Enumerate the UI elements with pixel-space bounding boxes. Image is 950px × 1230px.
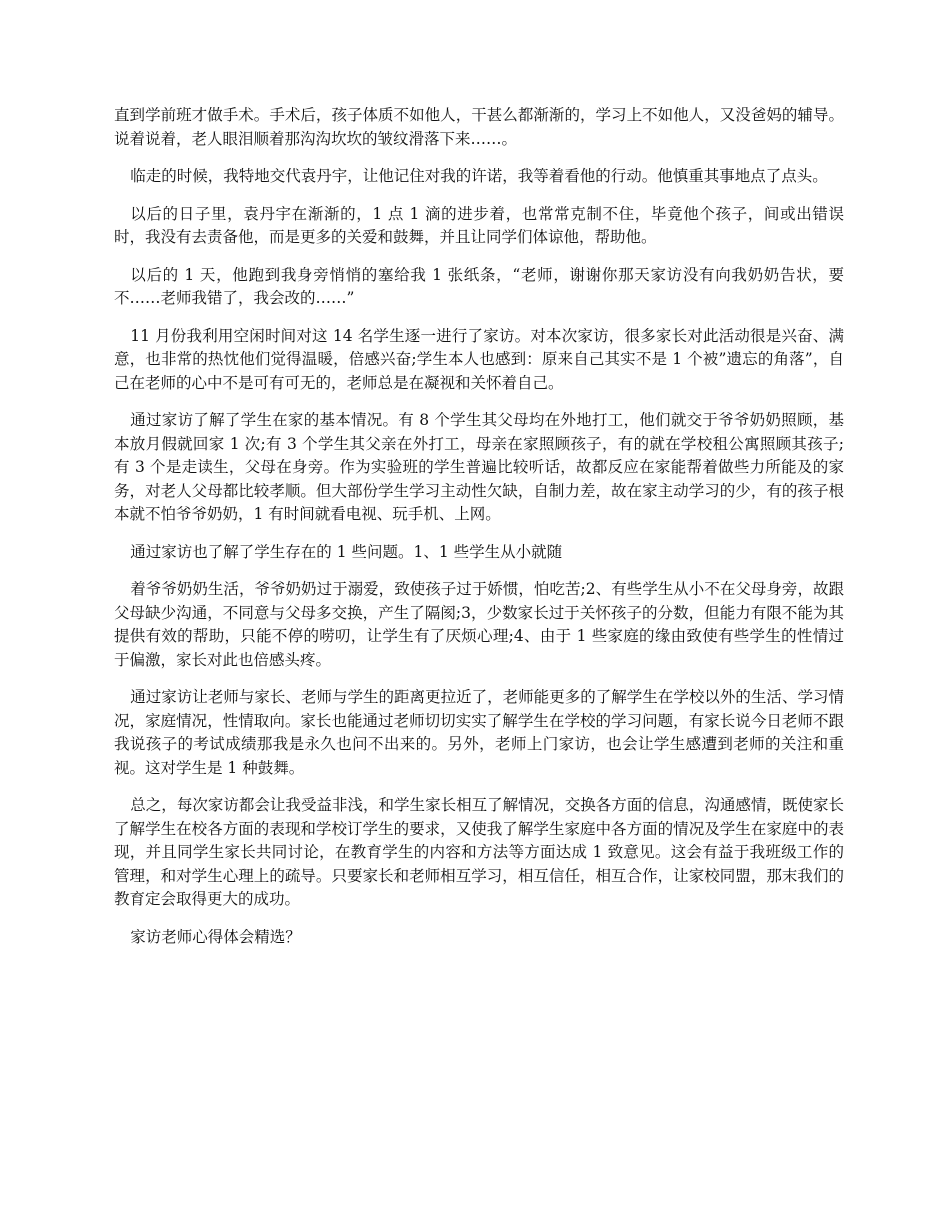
paragraph-10: 总之，每次家访都会让我受益非浅，和学生家长相互了解情况，交换各方面的信息，沟通感情，既使家长了解学生在校各方面的表现和学校订学生的要求，又使我了解学生家庭中各方面的情况及学生在家庭中的表现，并且同学生家长共同讨论，在教育学生的内容和方法等方面达成 1 致意见。这会有益于我班级工作的管理，和对学生心理上的疏导。只要家长和老师相互学习，相互信任，相互合作，让家校同盟，那末我们的教育定会取得更大的成功。 (114, 796, 844, 908)
paragraph-11: 家访老师心得体会精选？ (130, 927, 301, 946)
document-body (114, 104, 844, 949)
paragraph-9: 通过家访让老师与家长、老师与学生的距离更拉近了，老师能更多的了解学生在学校以外的生活、学习情况，家庭情况，性情取向。家长也能通过老师切切实实了解学生在学校的学习问题，有家长说今日老师不跟我说孩子的考试成绩那我是永久也问不出来的。另外，老师上门家访，也会让学生感遭到老师的关注和重视。这对学生是 1 种鼓舞。 (114, 688, 844, 777)
paragraph-7: 通过家访也了解了学生存在的 1 些问题。1、1 些学生从小就随 (130, 542, 563, 561)
paragraph-2: 临走的时候，我特地交代袁丹宇，让他记住对我的许诺，我等着看他的行动。他慎重其事地点了点头。 (130, 167, 828, 185)
paragraph-1: 直到学前班才做手术。手术后，孩子体质不如他人，干甚么都渐渐的，学习上不如他人，又没爸妈的辅导。说着说着，老人眼泪顺着那沟沟坎坎的皱纹滑落下来……。 (114, 106, 844, 148)
paragraph-3: 以后的日子里，袁丹宇在渐渐的，1 点 1 滴的进步着，也常常克制不住，毕竟他个孩子，间或出错误时，我没有去责备他，而是更多的关爱和鼓舞，并且让同学们体谅他，帮助他。 (114, 204, 844, 246)
paragraph-8: 着爷爷奶奶生活，爷爷奶奶过于溺爱，致使孩子过于娇惯，怕吃苦;2、有些学生从小不在父母身旁，故跟父母缺少沟通，不同意与父母多交换，产生了隔阂;3，少数家长过于关怀孩子的分数，但能力有限不能为其提供有效的帮助，只能不停的唠叨，让学生有了厌烦心理;4、由于 1 些家庭的缘由致使有些学生的性情过于偏激，家长对此也倍感头疼。 (114, 580, 844, 669)
paragraph-6: 通过家访了解了学生在家的基本情况。有 8 个学生其父母均在外地打工，他们就交于爷爷奶奶照顾，基本放月假就回家 1 次;有 3 个学生其父亲在外打工，母亲在家照顾孩子，有的就在学校租公寓照顾其孩子;有 3 个是走读生，父母在身旁。作为实验班的学生普遍比较听话，故都反应在家能帮着做些力所能及的家务，对老人父母都比较孝顺。但大部份学生学习主动性欠缺，自制力差，故在家主动学习的少，有的孩子根本就不怕爷爷奶奶，1 有时间就看电视、玩手机、上网。 (114, 411, 844, 523)
paragraph-5: 11 月份我利用空闲时间对这 14 名学生逐一进行了家访。对本次家访，很多家长对此活动很是兴奋、满意，也非常的热忱他们觉得温暖，倍感兴奋;学生本人也感到：原来自己其实不是 1 个被”遗忘的角落”，自己在老师的心中不是可有可无的，老师总是在凝视和关怀着自己。 (114, 326, 844, 392)
paragraph-4: 以后的 1 天，他跑到我身旁悄悄的塞给我 1 张纸条，“老师，谢谢你那天家访没有向我奶奶告状，要不……老师我错了，我会改的……” (114, 265, 844, 307)
